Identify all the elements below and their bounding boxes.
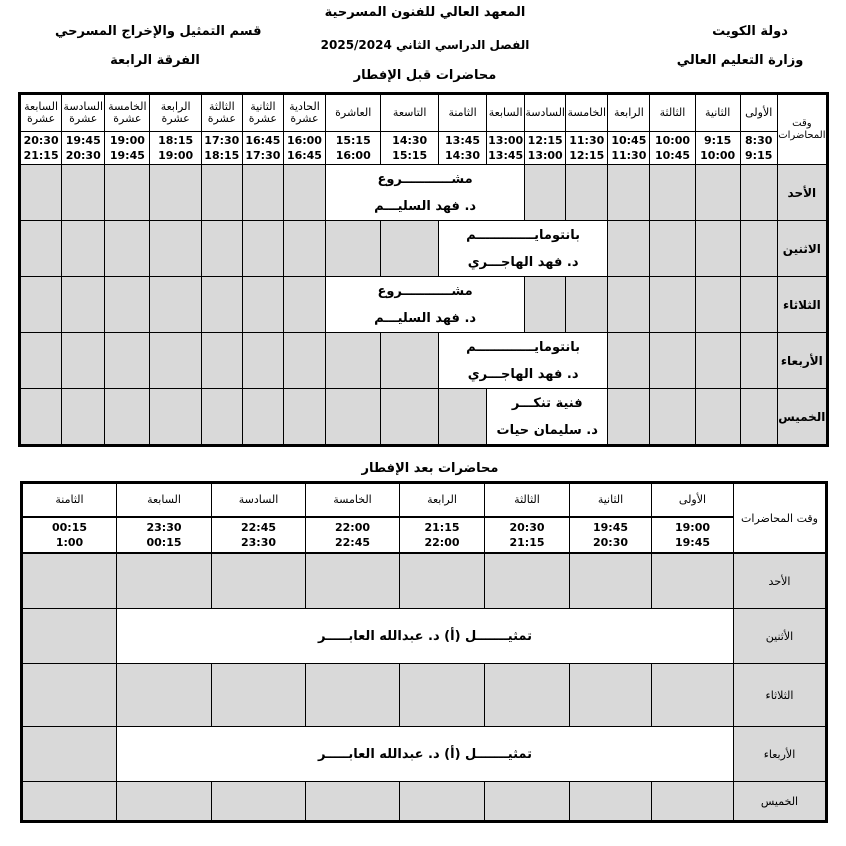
- time-corner-header: وقت المحاضرات: [734, 483, 827, 554]
- period-time-3: [485, 517, 570, 553]
- course-title: مشـــــــــــروع: [377, 283, 473, 299]
- period-time-13: [201, 132, 242, 165]
- period-name-17: السابعة عشرة: [20, 94, 62, 132]
- empty-slot: [150, 165, 201, 221]
- period-name-11: الحادية عشرة: [283, 94, 325, 132]
- empty-slot: [570, 664, 652, 727]
- empty-slot: [242, 221, 283, 277]
- empty-slot: [212, 664, 306, 727]
- empty-slot: [652, 553, 734, 609]
- empty-slot: [608, 389, 650, 446]
- period-time-4: [400, 517, 485, 553]
- period-time-14: [150, 132, 201, 165]
- period-end-time: 9:15: [745, 149, 773, 162]
- empty-slot: [105, 165, 150, 221]
- period-end-time: 23:30: [240, 536, 276, 549]
- empty-slot: [525, 277, 566, 333]
- empty-slot: [740, 165, 777, 221]
- empty-slot: [740, 333, 777, 389]
- period-name-1: الأولى: [652, 483, 734, 518]
- empty-slot: [20, 221, 62, 277]
- empty-slot: [201, 389, 242, 446]
- period-end-time: 17:30: [245, 149, 281, 162]
- period-start-time: 17:30: [204, 134, 240, 147]
- period-time-2: [570, 517, 652, 553]
- course-title: مشـــــــــــروع: [377, 171, 473, 187]
- period-end-time: 1:00: [55, 536, 84, 549]
- period-start-time: 8:30: [745, 134, 773, 147]
- empty-slot: [20, 165, 62, 221]
- section-after-iftar: محاضرات بعد الإفطار: [361, 461, 499, 476]
- empty-slot: [150, 277, 201, 333]
- period-name-1: الأولى: [740, 94, 777, 132]
- empty-slot: [20, 277, 62, 333]
- empty-slot: [20, 389, 62, 446]
- empty-slot: [485, 664, 570, 727]
- period-time-6: [525, 132, 566, 165]
- period-end-time: 15:15: [392, 149, 428, 162]
- empty-slot: [400, 664, 485, 727]
- course-acting-monday: تمثيـــــــل (أ) د. عبدالله العابـــــر: [117, 609, 734, 664]
- empty-slot: [740, 277, 777, 333]
- course-instructor: د. فهد الهاجـــري: [467, 366, 579, 382]
- period-start-time: 19:00: [109, 134, 145, 147]
- empty-slot: [650, 165, 695, 221]
- course-instructor: د. سليمان حيات: [496, 422, 598, 438]
- empty-slot: [438, 389, 486, 446]
- day-label-wednesday: الأربعاء: [734, 727, 827, 782]
- empty-slot: [695, 165, 740, 221]
- empty-slot: [62, 389, 105, 446]
- course-project-sunday: [326, 165, 525, 221]
- period-time-10: [326, 132, 381, 165]
- period-name-6: السادسة: [525, 94, 566, 132]
- period-end-time: 19:45: [674, 536, 710, 549]
- day-label-wednesday: الأربعاء: [777, 333, 827, 389]
- empty-slot: [695, 389, 740, 446]
- empty-slot: [485, 782, 570, 822]
- empty-slot: [283, 165, 325, 221]
- period-end-time: 14:30: [445, 149, 481, 162]
- section-before-iftar: محاضرات قبل الإفطار: [353, 68, 497, 83]
- country-label: دولة الكويت: [712, 24, 788, 39]
- empty-slot: [740, 221, 777, 277]
- period-time-5: [566, 132, 608, 165]
- empty-slot: [105, 389, 150, 446]
- period-time-7: [487, 132, 525, 165]
- semester-label: الفصل الدراسي الثاني 2025/2024: [320, 38, 530, 52]
- period-start-time: 12:15: [527, 134, 563, 147]
- empty-slot: [117, 664, 212, 727]
- period-start-time: 10:00: [654, 134, 690, 147]
- empty-slot: [381, 221, 438, 277]
- empty-slot: [283, 221, 325, 277]
- period-name-13: الثالثة عشرة: [201, 94, 242, 132]
- period-start-time: 20:30: [23, 134, 59, 147]
- period-start-time: 22:45: [240, 521, 276, 534]
- department-label: قسم التمثيل والإخراج المسرحي: [55, 24, 262, 39]
- empty-slot: [212, 553, 306, 609]
- period-end-time: 11:30: [611, 149, 647, 162]
- period-time-3: [650, 132, 695, 165]
- period-time-9: [381, 132, 438, 165]
- empty-slot: [306, 664, 400, 727]
- period-start-time: 14:30: [392, 134, 428, 147]
- period-start-time: 11:30: [569, 134, 605, 147]
- day-label-thursday: الخميس: [777, 389, 827, 446]
- period-end-time: 16:45: [286, 149, 322, 162]
- institute-title: المعهد العالي للفنون المسرحية: [324, 5, 526, 20]
- empty-slot: [62, 333, 105, 389]
- empty-slot: [105, 277, 150, 333]
- year-label: الفرقة الرابعة: [110, 53, 200, 68]
- period-end-time: 19:00: [158, 149, 194, 162]
- period-time-16: [62, 132, 105, 165]
- empty-slot: [608, 333, 650, 389]
- empty-slot: [695, 277, 740, 333]
- empty-slot: [608, 165, 650, 221]
- empty-slot: [150, 389, 201, 446]
- empty-slot: [105, 221, 150, 277]
- empty-slot: [105, 333, 150, 389]
- empty-slot: [652, 782, 734, 822]
- period-name-5: الخامسة: [566, 94, 608, 132]
- day-label-sunday: الأحد: [777, 165, 827, 221]
- empty-slot: [381, 333, 438, 389]
- course-makeup-thursday: [487, 389, 608, 446]
- period-name-12: الثانية عشرة: [242, 94, 283, 132]
- day-label-monday: الاثنين: [777, 221, 827, 277]
- period-end-time: 22:00: [424, 536, 460, 549]
- period-time-8: [438, 132, 486, 165]
- period-end-time: 00:15: [146, 536, 182, 549]
- ministry-label: وزارة التعليم العالي: [676, 53, 804, 68]
- period-name-3: الثالثة: [485, 483, 570, 518]
- empty-slot: [326, 221, 381, 277]
- empty-slot: [608, 221, 650, 277]
- period-start-time: 20:30: [509, 521, 545, 534]
- period-start-time: 18:15: [158, 134, 194, 147]
- empty-slot: [212, 782, 306, 822]
- period-end-time: 18:15: [204, 149, 240, 162]
- period-time-12: [242, 132, 283, 165]
- empty-slot: [201, 221, 242, 277]
- empty-slot: [400, 782, 485, 822]
- period-time-5: [306, 517, 400, 553]
- empty-slot: [242, 389, 283, 446]
- period-time-15: [105, 132, 150, 165]
- period-start-time: 19:45: [592, 521, 628, 534]
- empty-slot: [652, 664, 734, 727]
- day-label-tuesday: الثلاثاء: [777, 277, 827, 333]
- course-pantomime-wednesday: [438, 333, 607, 389]
- period-name-15: الخامسة عشرة: [105, 94, 150, 132]
- period-name-9: التاسعة: [381, 94, 438, 132]
- empty-slot: [306, 553, 400, 609]
- empty-slot: [22, 553, 117, 609]
- empty-slot: [283, 277, 325, 333]
- empty-slot: [117, 782, 212, 822]
- period-time-4: [608, 132, 650, 165]
- period-start-time: 10:45: [611, 134, 647, 147]
- empty-slot: [201, 333, 242, 389]
- empty-slot: [62, 277, 105, 333]
- empty-slot: [20, 333, 62, 389]
- period-name-8: الثامنة: [22, 483, 117, 518]
- day-label-monday: الأثنين: [734, 609, 827, 664]
- period-time-8: [22, 517, 117, 553]
- empty-slot: [306, 782, 400, 822]
- empty-slot: [695, 333, 740, 389]
- period-end-time: 19:45: [109, 149, 145, 162]
- empty-slot: [740, 389, 777, 446]
- period-end-time: 10:45: [654, 149, 690, 162]
- empty-slot: [201, 165, 242, 221]
- empty-slot: [650, 277, 695, 333]
- empty-slot: [570, 782, 652, 822]
- period-end-time: 13:00: [527, 149, 563, 162]
- period-time-17: [20, 132, 62, 165]
- period-name-10: العاشرة: [326, 94, 381, 132]
- period-start-time: 19:00: [674, 521, 710, 534]
- period-end-time: 21:15: [23, 149, 59, 162]
- period-name-5: الخامسة: [306, 483, 400, 518]
- period-start-time: 19:45: [65, 134, 101, 147]
- course-instructor: د. فهد السليـــم: [374, 310, 477, 326]
- period-start-time: 9:15: [703, 134, 732, 147]
- course-instructor: د. فهد الهاجـــري: [467, 254, 579, 270]
- day-label-sunday: الأحد: [734, 553, 827, 609]
- period-start-time: 16:45: [245, 134, 281, 147]
- period-name-7: السابعة: [117, 483, 212, 518]
- empty-slot: [570, 553, 652, 609]
- empty-slot: [150, 221, 201, 277]
- period-end-time: 22:45: [334, 536, 370, 549]
- period-end-time: 21:15: [509, 536, 545, 549]
- period-time-1: [652, 517, 734, 553]
- empty-slot: [566, 277, 608, 333]
- period-name-14: الرابعة عشرة: [150, 94, 201, 132]
- period-end-time: 20:30: [65, 149, 101, 162]
- period-end-time: 20:30: [592, 536, 628, 549]
- empty-slot: [150, 333, 201, 389]
- period-time-2: [695, 132, 740, 165]
- empty-slot: [62, 221, 105, 277]
- period-name-7: السابعة: [487, 94, 525, 132]
- empty-slot: [283, 333, 325, 389]
- day-label-thursday: الخميس: [734, 782, 827, 822]
- day-label-tuesday: الثلاثاء: [734, 664, 827, 727]
- period-start-time: 16:00: [286, 134, 322, 147]
- period-start-time: 22:00: [334, 521, 370, 534]
- period-name-4: الرابعة: [400, 483, 485, 518]
- course-pantomime-monday: [438, 221, 607, 277]
- period-name-16: السادسة عشرة: [62, 94, 105, 132]
- period-name-4: الرابعة: [608, 94, 650, 132]
- course-title: فنية تنكـــر: [511, 395, 583, 411]
- period-start-time: 00:15: [51, 521, 87, 534]
- empty-slot: [242, 165, 283, 221]
- period-time-11: [283, 132, 325, 165]
- empty-slot: [566, 165, 608, 221]
- period-name-2: الثانية: [695, 94, 740, 132]
- period-time-7: [117, 517, 212, 553]
- empty-slot: [283, 389, 325, 446]
- empty-slot: [62, 165, 105, 221]
- period-name-6: السادسة: [212, 483, 306, 518]
- period-start-time: 15:15: [335, 134, 371, 147]
- empty-slot: [695, 221, 740, 277]
- period-start-time: 13:00: [488, 134, 524, 147]
- schedule-after-iftar: [20, 481, 828, 823]
- empty-slot: [650, 221, 695, 277]
- course-title: بانتومايـــــــــــــم: [466, 227, 581, 243]
- course-instructor: د. فهد السليـــم: [374, 198, 477, 214]
- period-name-8: الثامنة: [438, 94, 486, 132]
- period-time-6: [212, 517, 306, 553]
- course-acting-wednesday: تمثيـــــــل (أ) د. عبدالله العابـــــر: [117, 727, 734, 782]
- empty-slot: [381, 389, 438, 446]
- empty-slot: [485, 553, 570, 609]
- period-start-time: 21:15: [424, 521, 460, 534]
- period-end-time: 16:00: [335, 149, 371, 162]
- empty-slot: [22, 609, 117, 664]
- empty-slot: [117, 553, 212, 609]
- period-name-3: الثالثة: [650, 94, 695, 132]
- period-end-time: 12:15: [569, 149, 605, 162]
- period-name-2: الثانية: [570, 483, 652, 518]
- empty-slot: [242, 333, 283, 389]
- period-time-1: [740, 132, 777, 165]
- time-corner-header: وقت المحاضرات: [777, 94, 827, 165]
- empty-slot: [22, 782, 117, 822]
- course-title: بانتومايـــــــــــــم: [466, 339, 581, 355]
- empty-slot: [608, 277, 650, 333]
- empty-slot: [650, 333, 695, 389]
- empty-slot: [22, 727, 117, 782]
- schedule-before-iftar: [18, 92, 829, 447]
- empty-slot: [525, 165, 566, 221]
- period-end-time: 13:45: [488, 149, 524, 162]
- empty-slot: [326, 333, 381, 389]
- course-project-tuesday: [326, 277, 525, 333]
- empty-slot: [22, 664, 117, 727]
- empty-slot: [326, 389, 381, 446]
- period-start-time: 23:30: [146, 521, 182, 534]
- empty-slot: [400, 553, 485, 609]
- period-end-time: 10:00: [700, 149, 736, 162]
- empty-slot: [201, 277, 242, 333]
- period-start-time: 13:45: [445, 134, 481, 147]
- empty-slot: [242, 277, 283, 333]
- empty-slot: [650, 389, 695, 446]
